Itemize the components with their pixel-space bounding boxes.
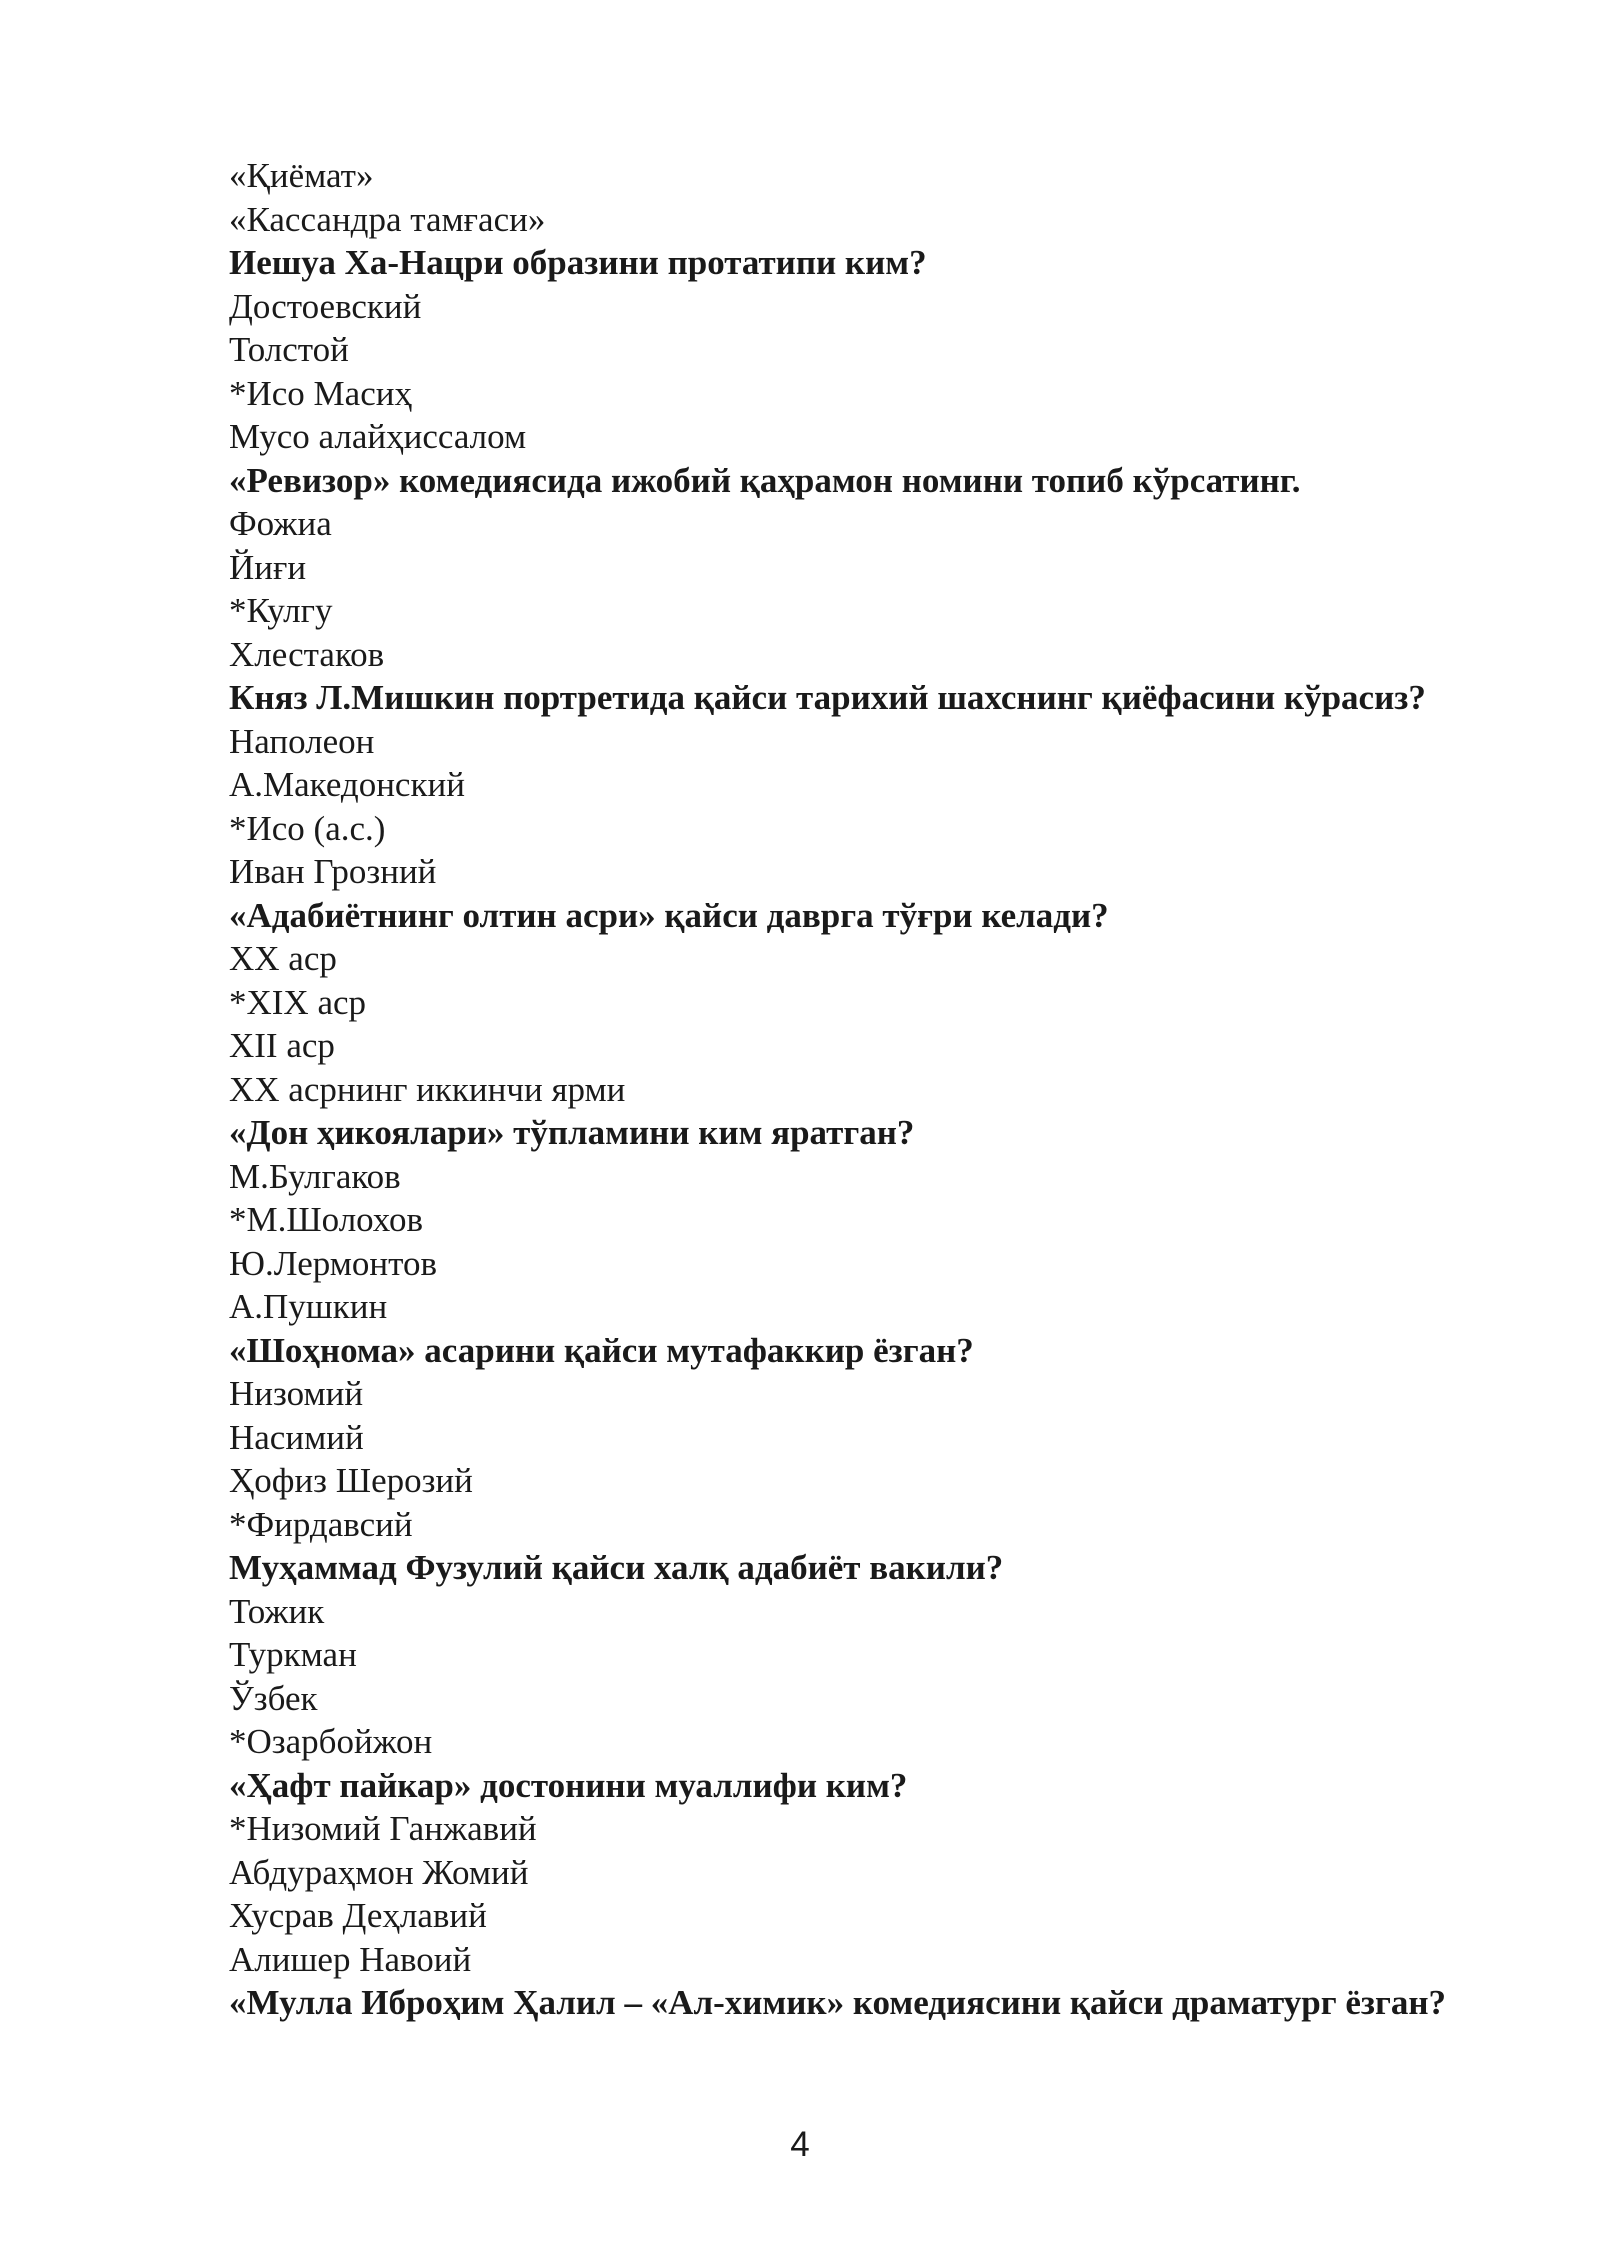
answer-line: «Қиёмат»	[229, 156, 374, 195]
answer-line: Хлестаков	[229, 634, 385, 674]
question-line: «Шоҳнома» асарини қайси мутафаккир ёзган?	[229, 1330, 974, 1370]
question-line: «Дон ҳикоялари» тўпламини ким яратган?	[229, 1113, 915, 1152]
answer-line: А.Пушкин	[229, 1287, 388, 1326]
answer-line: Алишер Навоий	[229, 1939, 472, 1979]
answer-line: А.Македонский	[229, 765, 465, 804]
question-line: Княз Л.Мишкин портретида қайси тарихий шахснинг қиёфасини кўрасиз?	[229, 678, 1426, 717]
answer-line: Толстой	[229, 330, 349, 369]
answer-line: Ю.Лермонтов	[229, 1243, 437, 1283]
question-line: Иешуа Ха-Нацри образини протатипи ким?	[229, 243, 927, 282]
answer-line: *Кулгу	[229, 591, 333, 630]
question-line: «Ҳафт пайкар» достонини муаллифи ким?	[229, 1765, 908, 1805]
answer-line: Туркман	[229, 1635, 357, 1674]
answer-line: *Низомий Ганжавий	[229, 1809, 537, 1848]
answer-line: Фожиа	[229, 504, 332, 543]
answer-line: *Исо Масиҳ	[229, 373, 412, 413]
question-line: Муҳаммад Фузулий қайси халқ адабиёт вакили?	[229, 1548, 1004, 1587]
answer-line: «Кассандра тамғаси»	[229, 199, 546, 239]
answer-line: Наполеон	[229, 721, 375, 761]
answer-line: Насимий	[229, 1417, 364, 1457]
question-line: «Адабиётнинг олтин асри» қайси даврга тўғри келади?	[229, 895, 1109, 935]
answer-line: XX аср	[229, 939, 337, 978]
page-number: 4	[790, 2125, 810, 2164]
answer-line: Иван Грозний	[229, 852, 437, 891]
page-content	[229, 154, 1487, 2025]
answer-line: Хусрав Деҳлавий	[229, 1896, 487, 1935]
answer-line: Мусо алайҳиссалом	[229, 417, 527, 456]
answer-line: *XIX аср	[229, 982, 367, 1022]
answer-line: *Исо (а.с.)	[229, 808, 386, 848]
answer-line: XII аср	[229, 1026, 335, 1065]
answer-line: Тожик	[229, 1591, 325, 1631]
answer-line: *Озарбойжон	[229, 1722, 433, 1761]
answer-line: XX асрнинг иккинчи ярми	[229, 1069, 626, 1109]
answer-line: Абдураҳмон Жомий	[229, 1852, 529, 1892]
answer-line: М.Булгаков	[229, 1156, 401, 1196]
question-line: «Ревизор» комедиясида ижобий қаҳрамон номини топиб кўрсатинг.	[229, 460, 1301, 500]
answer-line: Достоевский	[229, 286, 422, 326]
question-line: «Мулла Иброҳим Ҳалил – «Ал-химик» комедиясини қайси драматург ёзган?	[229, 1983, 1447, 2022]
answer-line: *М.Шолохов	[229, 1200, 424, 1239]
answer-line: Ҳофиз Шерозий	[229, 1461, 473, 1500]
answer-line: Ўзбек	[229, 1678, 318, 1718]
answer-line: Низомий	[229, 1374, 364, 1413]
answer-line: Йиғи	[229, 547, 307, 587]
answer-line: *Фирдавсий	[229, 1504, 413, 1544]
